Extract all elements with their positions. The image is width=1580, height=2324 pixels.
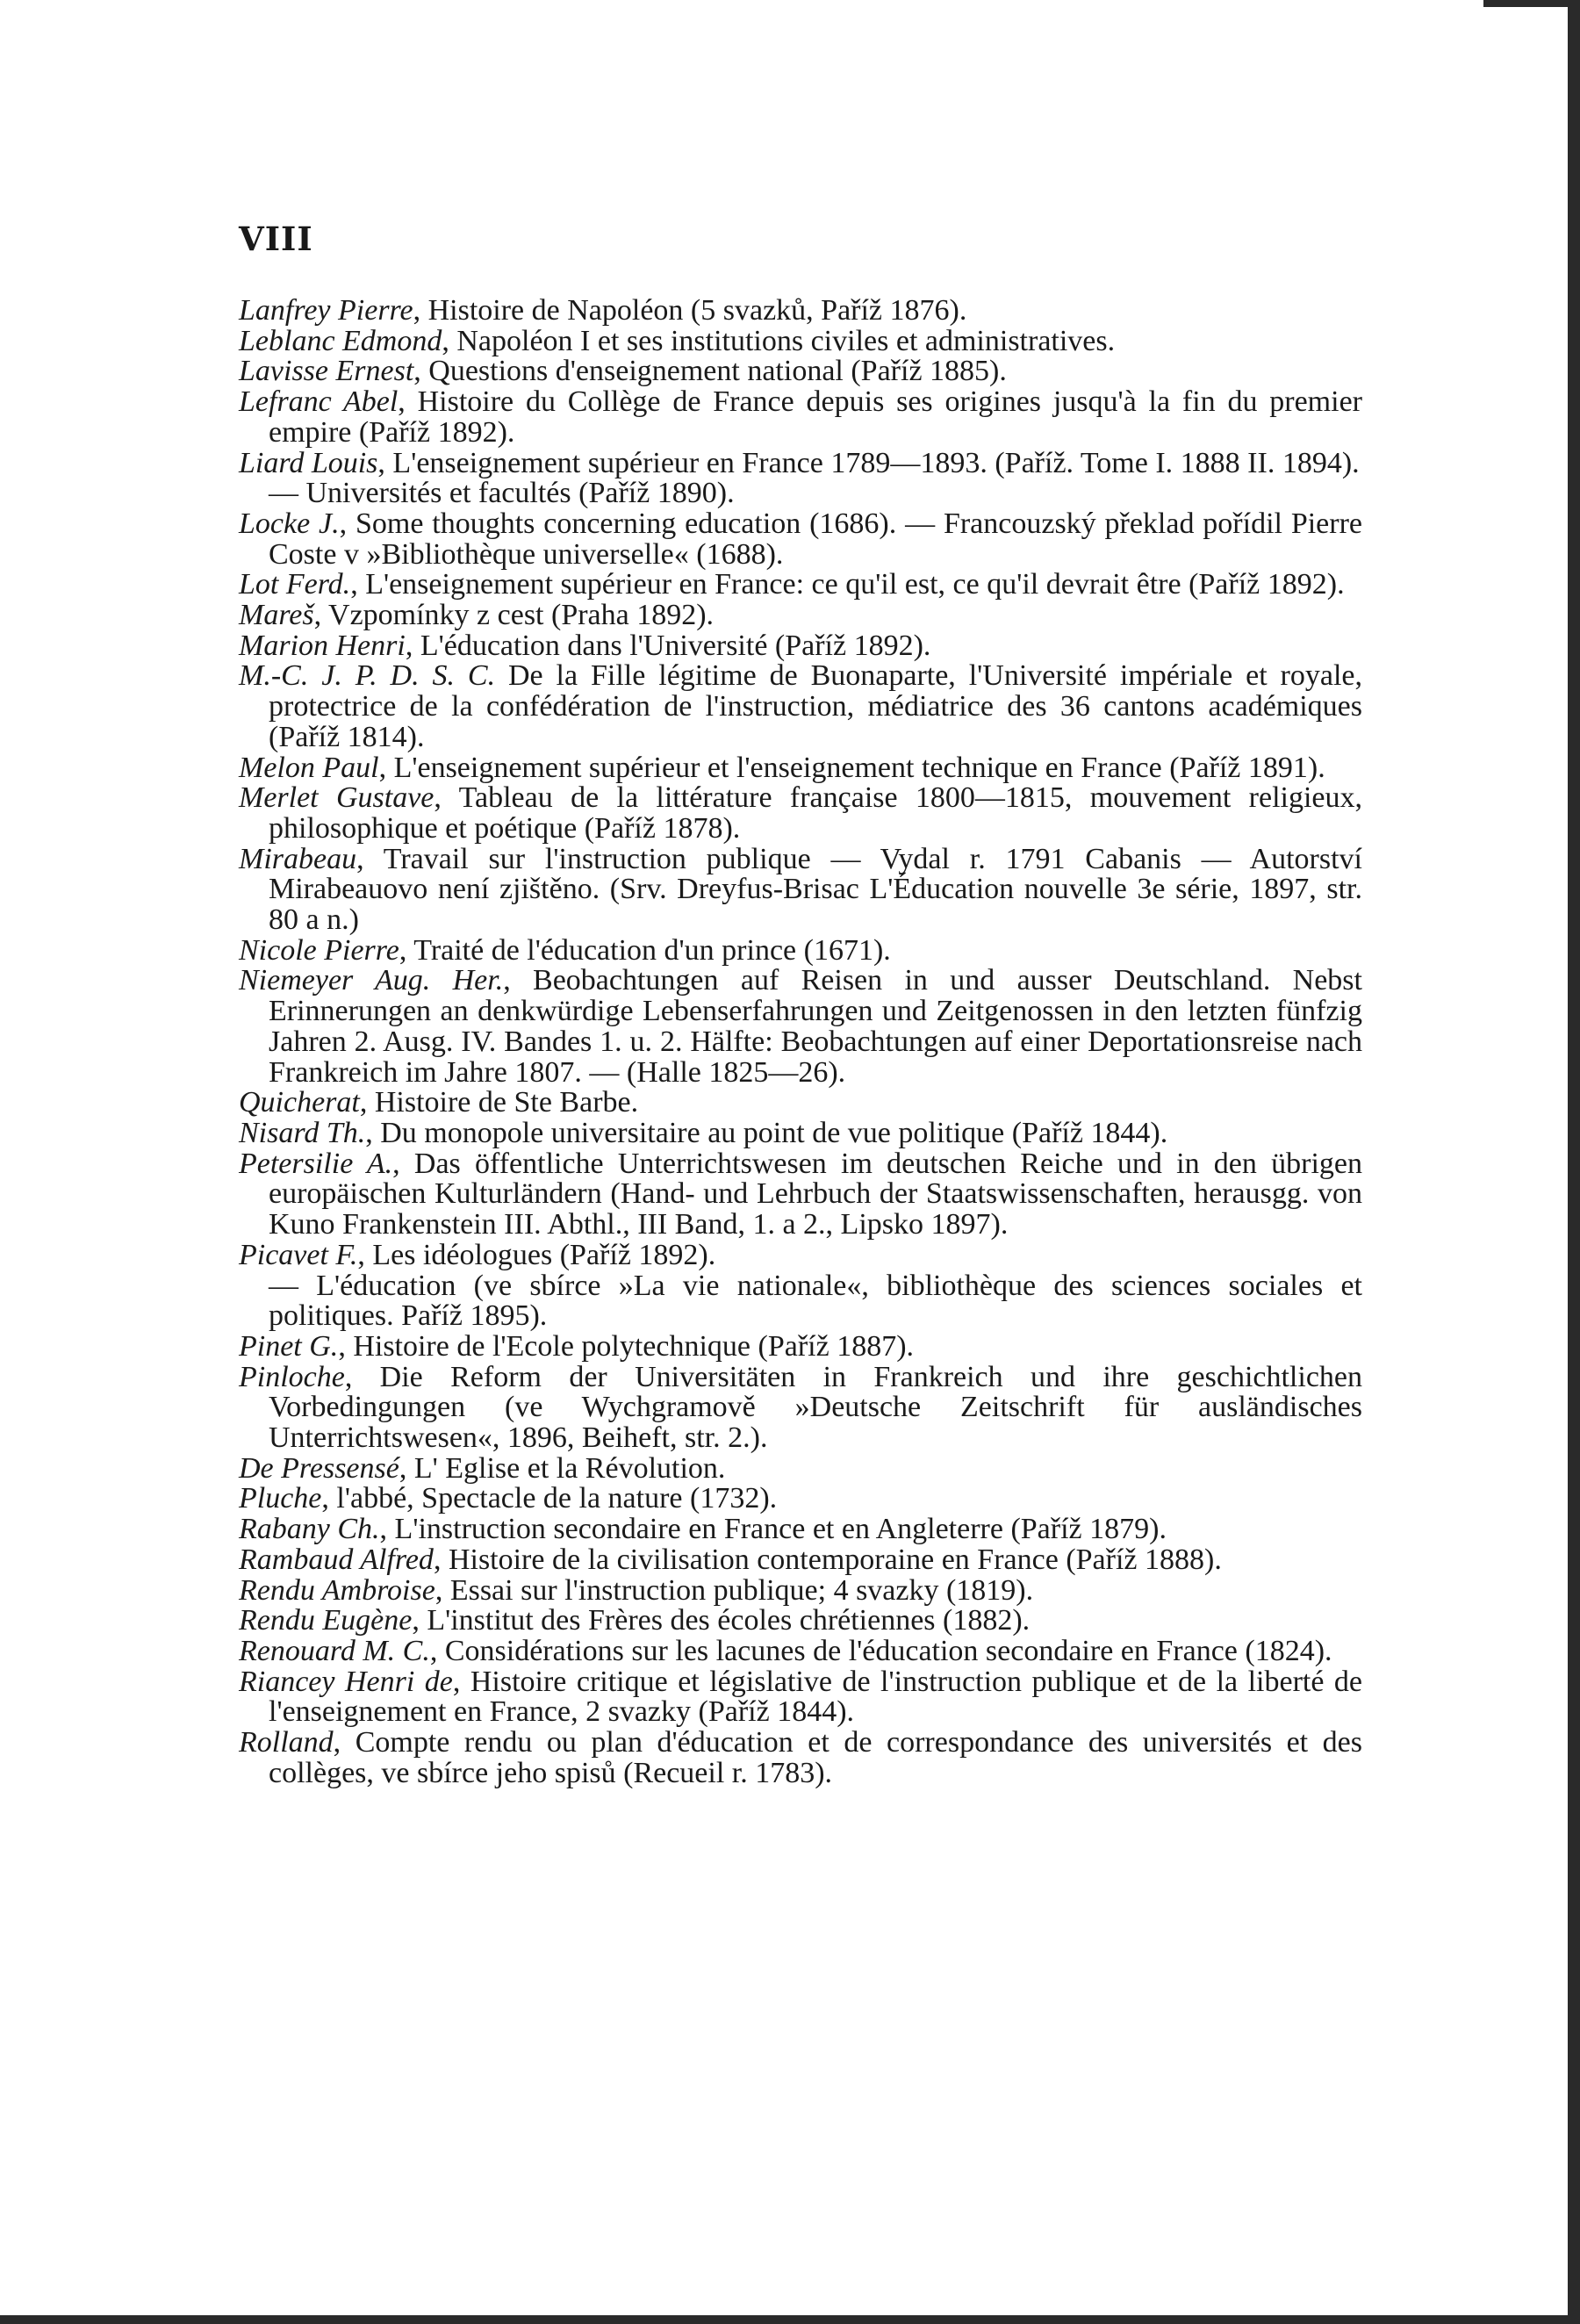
bibliography-entry <box>239 661 1362 752</box>
entry-text: , Histoire de Napoléon (5 svazků, Paříž 1876). <box>413 294 967 327</box>
entry-text: , Tableau de la littérature française 1800—1815, mouvement religieux, philosophique et poétique (Paříž 1878). <box>269 781 1362 845</box>
entry-text: , L'enseignement supérieur en France: ce qu'il est, ce qu'il devrait être (Paříž 1892). <box>350 568 1345 601</box>
entry-author: Nisard Th. <box>239 1116 366 1149</box>
entry-text: , Beobachtungen auf Reisen in und ausser Deutschland. Nebst Erinnerungen an denkwürdige Lebenserfahrungen und Zeitgenossen in den letzten fünfzig Jahren 2. Ausg. IV. Bandes 1. u. 2. Hälfte: Beobachtungen auf einer Deportationsreise nach Frankreich im Jahre 1807. — (Halle 1825—26). <box>269 964 1362 1089</box>
entry-author: Rolland <box>239 1726 334 1759</box>
entry-text: , Histoire critique et législative de l'instruction publique et de la liberté de l'enseignement en France, 2 svazky (Paříž 1844). <box>269 1665 1363 1729</box>
entry-text: , Compte rendu ou plan d'éducation et de correspondance des universités et des collèges, ve sbírce jeho spisů (Recueil r. 1783). <box>269 1726 1362 1789</box>
bibliography-entry <box>239 631 1362 662</box>
bibliography-entry <box>239 601 1362 631</box>
entry-author: Rabany Ch. <box>239 1513 380 1546</box>
entry-author: Mirabeau <box>239 842 357 875</box>
entry-author: Picavet F. <box>239 1238 358 1271</box>
bibliography-entry <box>239 1728 1362 1788</box>
scan-edge-right <box>1568 0 1580 2324</box>
entry-author: Rambaud Alfred <box>239 1543 434 1576</box>
entry-text: , L'instruction secondaire en France et en Angleterre (Paříž 1879). <box>379 1513 1167 1546</box>
bibliography-entry <box>239 933 1362 967</box>
entry-author: Marion Henri <box>239 629 406 662</box>
entry-text: , Histoire de l'Ecole polytechnique (Paříž 1887). <box>338 1329 915 1363</box>
entry-author: Merlet Gustave <box>239 781 434 815</box>
entry-author: Rendu Ambroise <box>239 1573 435 1607</box>
entry-text: , l'abbé, Spectacle de la nature (1732). <box>321 1482 778 1515</box>
bibliography-entry <box>239 1634 1362 1667</box>
entry-author: Pinloche <box>239 1360 345 1393</box>
entry-text: , Vzpomínky z cest (Praha 1892). <box>313 599 715 632</box>
entry-text: , Histoire du Collège de France depuis ses origines jusqu'à la fin du premier empire (Paříž 1892). <box>269 385 1362 449</box>
bibliography-list <box>239 296 1362 1788</box>
scan-edge-top <box>1483 0 1580 7</box>
entry-text: , Histoire de la civilisation contemporaine en France (Paříž 1888). <box>433 1543 1222 1576</box>
entry-author: Lavisse Ernest <box>239 355 414 388</box>
bibliography-entry <box>239 966 1362 1088</box>
entry-author: Lanfrey Pierre <box>239 294 413 327</box>
entry-text: , Histoire de Ste Barbe. <box>359 1086 639 1119</box>
bibliography-entry-continuation <box>239 478 1362 509</box>
entry-author: Lefranc Abel <box>239 385 399 419</box>
entry-author: Nicole Pierre <box>239 933 399 967</box>
bibliography-entry <box>239 783 1362 844</box>
entry-author: Locke J. <box>239 507 340 540</box>
entry-text: , Considérations sur les lacunes de l'éducation secondaire en France (1824). <box>429 1634 1332 1667</box>
bibliography-entry <box>239 1667 1362 1728</box>
entry-text: , L'institut des Frères des écoles chrétiennes (1882). <box>412 1604 1031 1637</box>
bibliography-entry <box>239 1149 1362 1241</box>
entry-author: Pinet G. <box>239 1329 339 1363</box>
bibliography-entry <box>239 1088 1362 1119</box>
bibliography-entry <box>239 1484 1362 1515</box>
entry-author: Petersilie A. <box>239 1147 393 1180</box>
bibliography-entry <box>239 1329 1362 1363</box>
entry-author: Lot Ferd. <box>239 568 351 601</box>
bibliography-entry <box>239 446 1362 479</box>
entry-author: Quicherat <box>239 1086 360 1119</box>
entry-author: Liard Louis <box>239 446 378 479</box>
bibliography-entry <box>239 324 1362 357</box>
page-number: VIII <box>239 219 313 258</box>
bibliography-entry <box>239 842 1362 937</box>
entry-text: , Du monopole universitaire au point de vue politique (Paříž 1844). <box>365 1116 1168 1149</box>
bibliography-entry <box>239 1545 1362 1576</box>
entry-author: Melon Paul <box>239 751 379 784</box>
bibliography-entry <box>239 1515 1362 1545</box>
bibliography-entry <box>239 356 1362 387</box>
bibliography-entry <box>239 1573 1362 1607</box>
entry-text: , L'enseignement supérieur et l'enseignement technique en France (Paříž 1891). <box>378 751 1325 784</box>
entry-author: Pluche <box>239 1482 322 1515</box>
entry-text: , Essai sur l'instruction publique; 4 svazky (1819). <box>434 1573 1034 1607</box>
entry-text: , L' Eglise et la Révolution. <box>399 1451 726 1485</box>
bibliography-entry <box>239 1116 1362 1149</box>
bibliography-entry <box>239 509 1362 570</box>
entry-text: , Napoléon I et ses institutions civiles et administratives. <box>442 324 1116 357</box>
entry-author: Leblanc Edmond <box>239 324 442 357</box>
entry-author: M.-C. J. P. D. S. C. <box>239 659 496 693</box>
entry-author: Mareš <box>239 599 314 632</box>
entry-author: De Pressensé <box>239 1451 399 1485</box>
entry-text: — Universités et facultés (Paříž 1890). <box>269 477 735 510</box>
bibliography-entry <box>239 1606 1362 1637</box>
bibliography-entry <box>239 1360 1362 1455</box>
entry-text: , L'enseignement supérieur en France 1789—1893. (Paříž. Tome I. 1888 II. 1894). <box>377 446 1360 479</box>
bibliography-entry <box>239 1451 1362 1485</box>
entry-author: Riancey Henri de <box>239 1665 453 1698</box>
bibliography-entry <box>239 296 1362 327</box>
entry-text: , Traité de l'éducation d'un prince (1671). <box>399 933 891 967</box>
bibliography-entry <box>239 387 1362 448</box>
entry-author: Niemeyer Aug. Her. <box>239 964 504 997</box>
entry-text: — L'éducation (ve sbírce »La vie nationale«, bibliothèque des sciences sociales et politiques. Paříž 1895). <box>269 1269 1362 1333</box>
bibliography-entry <box>239 753 1362 784</box>
bibliography-entry-continuation <box>239 1271 1362 1332</box>
entry-text: , Some thoughts concerning education (1686). — Francouzský překlad pořídil Pierre Coste v »Bibliothèque universelle« (1688). <box>269 507 1362 571</box>
bibliography-entry <box>239 570 1362 601</box>
entry-text: , Travail sur l'instruction publique — Vydal r. 1791 Cabanis — Autorství Mirabeauovo není zjištěno. (Srv. Dreyfus-Brisac L'Éducation nouvelle 3e série, 1897, str. 80 a n.) <box>269 842 1362 937</box>
entry-text: , Die Reform der Universitäten in Frankreich und ihre geschichtlichen Vorbedingungen (ve Wychgramově »Deutsche Zeitschrift für ausländisches Unterrichtswesen«, 1896, Beiheft, str. 2.). <box>269 1360 1362 1455</box>
entry-text: De la Fille légitime de Buonaparte, l'Université impériale et royale, protectrice de la confédération de l'instruction, médiatrice des 36 cantons académiques (Paříž 1814). <box>269 659 1363 753</box>
bibliography-entry <box>239 1238 1362 1271</box>
scan-edge-bottom <box>0 2315 1580 2324</box>
entry-text: , Questions d'enseignement national (Paříž 1885). <box>413 355 1007 388</box>
entry-text: , Das öffentliche Unterrichtswesen im deutschen Reiche und in den übrigen europäischen Kulturländern (Hand- und Lehrbuch der Staatswissenschaften, herausgg. von Kuno Frankenstein III. Abthl., III Band, 1. a 2., Lipsko 1897). <box>269 1147 1362 1241</box>
entry-text: , Les idéologues (Paříž 1892). <box>357 1238 716 1271</box>
entry-author: Renouard M. C. <box>239 1634 430 1667</box>
entry-author: Rendu Eugène <box>239 1604 413 1637</box>
entry-text: , L'éducation dans l'Université (Paříž 1892). <box>405 629 931 662</box>
